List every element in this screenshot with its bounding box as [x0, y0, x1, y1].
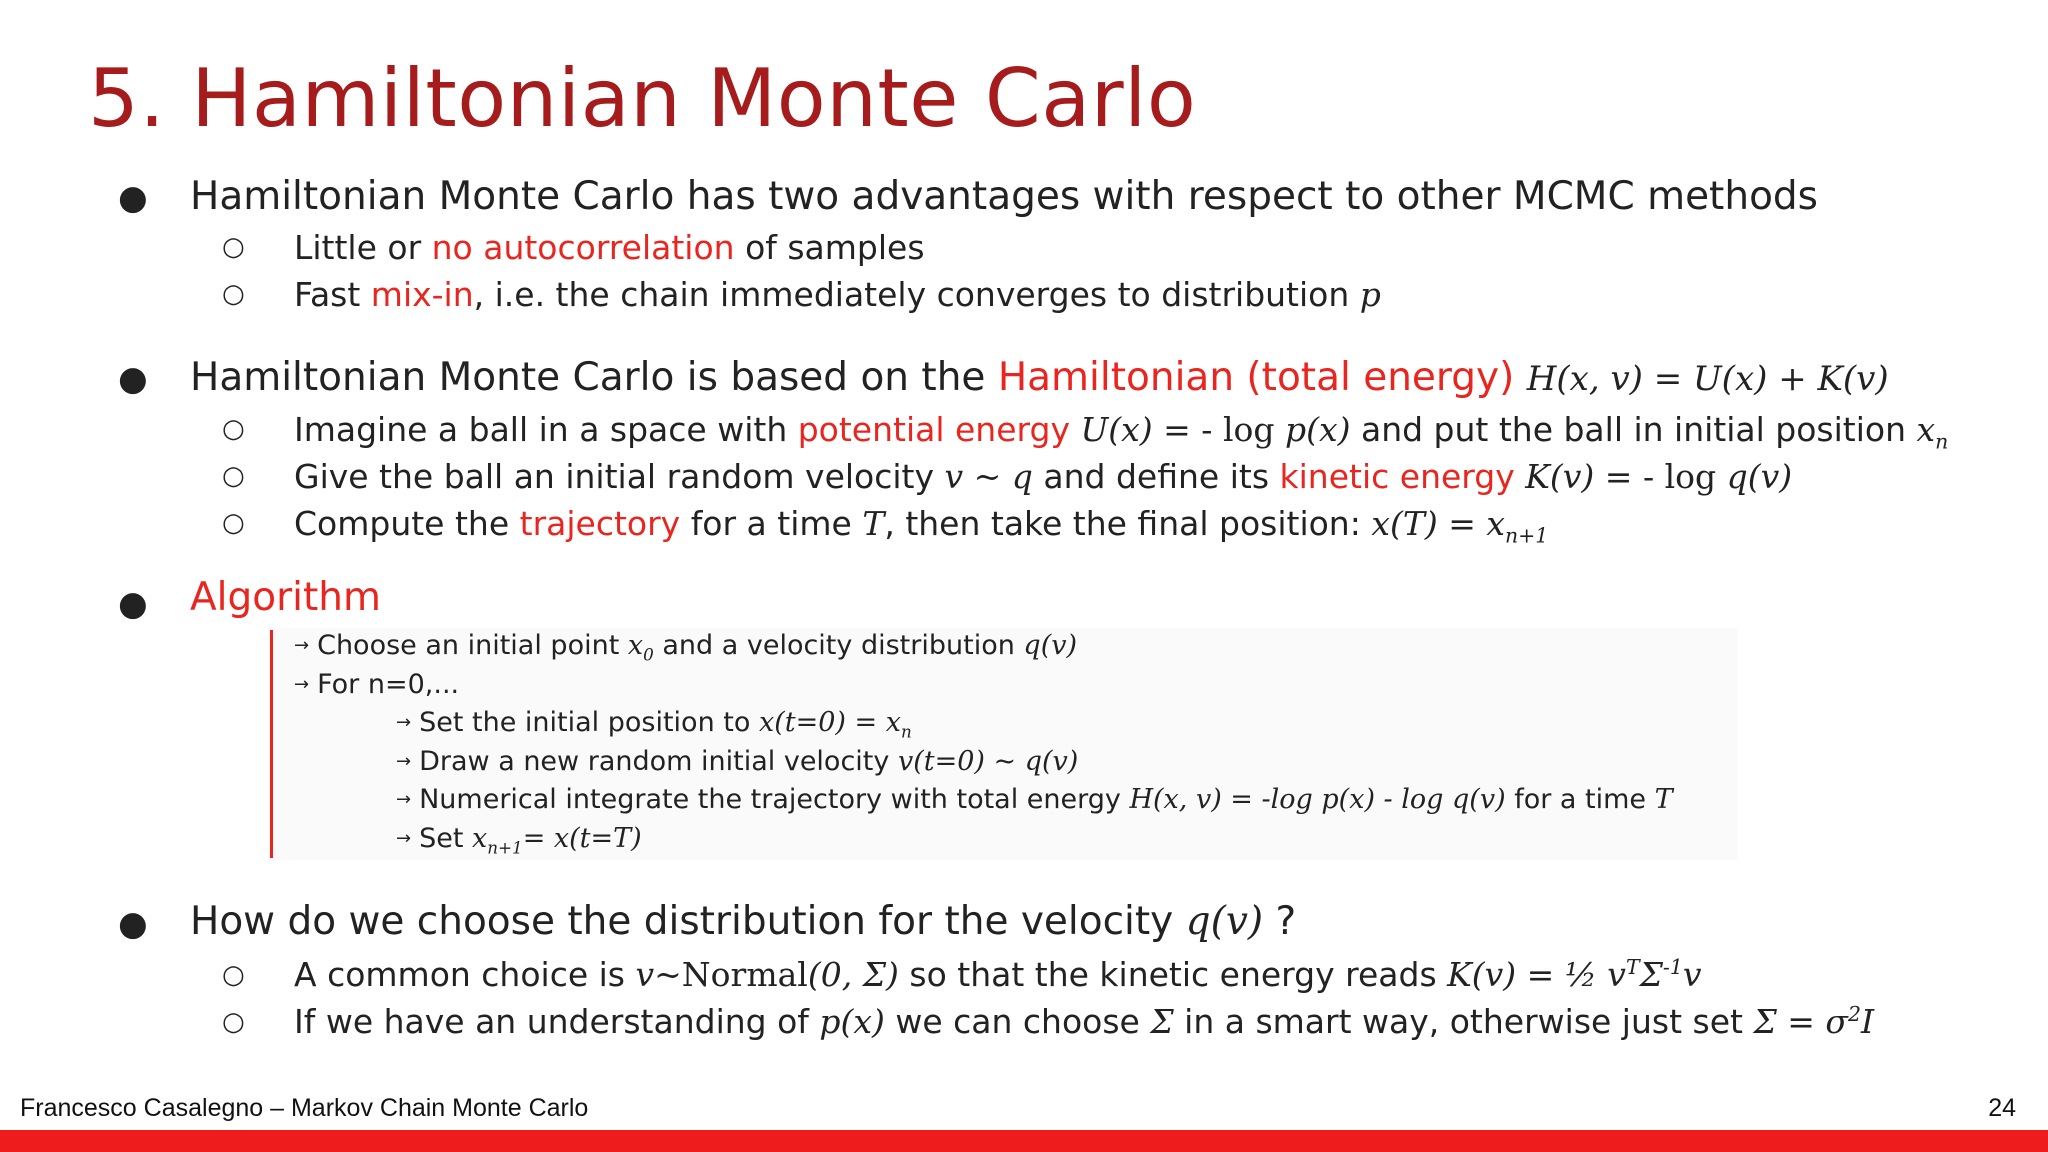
highlight-text: potential energy [797, 410, 1070, 449]
algorithm-step-velocity [396, 746, 1078, 777]
math-expression: v ~ q [944, 457, 1033, 496]
math-expression: I [1860, 1002, 1874, 1041]
highlight-text: no autocorrelation [431, 228, 735, 267]
arrow-icon: → [294, 674, 310, 695]
text: Numerical integrate the trajectory with total energy [419, 784, 1130, 815]
math-expression: x [1916, 410, 1936, 449]
math-expression: K(v) = ½ v [1447, 955, 1626, 994]
bottom-accent-bar [0, 1130, 2048, 1152]
math-expression: p [1359, 275, 1381, 314]
math-expression: v~ [635, 955, 682, 994]
algorithm-step-loop [294, 669, 459, 700]
sub-bullet-potential-energy [294, 410, 1949, 454]
bullet-hamiltonian [190, 355, 1889, 400]
sub-bullet-circle: ○ [222, 508, 245, 538]
text: Imagine a ball in a space with [294, 410, 798, 449]
text: for a time [1505, 784, 1655, 815]
highlight-text: mix-in [370, 275, 474, 314]
algorithm-step-set-next [396, 823, 642, 858]
sub-bullet-common-choice [294, 955, 1702, 994]
bullet-dot: ● [118, 359, 148, 399]
math-subscript: n [900, 721, 912, 742]
text: of samples [734, 228, 925, 267]
text: we can choose [884, 1002, 1151, 1041]
math-expression: q(v) [1185, 899, 1264, 944]
sub-bullet-circle: ○ [222, 1007, 245, 1037]
math-expression: x(t=0) = x [758, 707, 901, 738]
bullet-dot: ● [118, 584, 148, 624]
math-expression: log [1222, 410, 1275, 449]
math-expression: T [1654, 784, 1673, 815]
algorithm-step-init [294, 630, 1078, 665]
sub-bullet-circle: ○ [222, 461, 245, 491]
footer-author: Francesco Casalegno – Markov Chain Monte Carlo [20, 1094, 589, 1122]
math-expression: v [1682, 955, 1702, 994]
math-expression: Σ [1639, 955, 1663, 994]
math-expression: T [862, 504, 885, 543]
sub-bullet-mix-in [294, 275, 1381, 314]
algorithm-step-integrate [396, 784, 1673, 815]
arrow-icon: → [396, 751, 412, 772]
sub-bullet-circle: ○ [222, 232, 245, 262]
text: , i.e. the chain immediately converges to distribution [473, 275, 1360, 314]
math-expression: q(v) [1726, 457, 1793, 496]
math-expression: = - [1594, 457, 1665, 496]
text: If we have an understanding of [294, 1002, 820, 1041]
math-expression: U(x) [1080, 410, 1153, 449]
math-superscript: 2 [1847, 1002, 1861, 1026]
arrow-icon: → [396, 828, 412, 849]
text: Set [419, 823, 473, 854]
text: so that the kinetic energy reads [898, 955, 1448, 994]
text: in a smart way, otherwise just set [1173, 1002, 1754, 1041]
math-expression: Σ [1150, 1002, 1174, 1041]
math-expression: p(x) [1285, 410, 1351, 449]
text: for a time [680, 504, 863, 543]
highlight-text: kinetic energy [1279, 457, 1515, 496]
sub-bullet-autocorrelation [294, 228, 925, 267]
math-expression: x [627, 630, 644, 661]
math-expression: = x(t=T) [522, 823, 642, 854]
math-subscript: n+1 [487, 837, 523, 858]
text: and a velocity distribution [653, 630, 1024, 661]
text: , then take the final position: [884, 504, 1372, 543]
sub-bullet-circle: ○ [222, 960, 245, 990]
text: A common choice is [294, 955, 636, 994]
sub-bullet-smart-sigma [294, 1002, 1874, 1041]
arrow-icon: → [294, 635, 310, 656]
math-expression: x [472, 823, 488, 854]
math-superscript: -1 [1662, 955, 1683, 979]
algorithm-step-set-position [396, 707, 912, 742]
page-number: 24 [1988, 1094, 2016, 1122]
highlight-text: trajectory [519, 504, 681, 543]
text: Fast [294, 275, 371, 314]
highlight-text: Hamiltonian (total energy) [997, 355, 1515, 400]
algorithm-heading: Algorithm [190, 575, 382, 620]
math-expression: Σ = σ [1753, 1002, 1848, 1041]
bullet-velocity-distribution [190, 899, 1296, 944]
math-expression: v(t=0) ~ q(v) [897, 746, 1079, 777]
text: ? [1263, 899, 1297, 944]
math-subscript: n [1935, 429, 1949, 454]
math-expression: K(v) [1525, 457, 1595, 496]
math-expression: x(T) = x [1371, 504, 1505, 543]
sub-bullet-kinetic-energy [294, 457, 1792, 496]
text: Set the initial position to [419, 707, 759, 738]
text: Compute the [294, 504, 520, 543]
slide-title: 5. Hamiltonian Monte Carlo [88, 52, 1197, 145]
sub-bullet-trajectory [294, 504, 1549, 548]
bullet-advantages: Hamiltonian Monte Carlo has two advantages with respect to other MCMC methods [190, 174, 1819, 219]
math-expression: log [1664, 457, 1717, 496]
math-subscript: n+1 [1504, 523, 1549, 548]
math-expression: H(x, v) = U(x) + K(v) [1526, 359, 1889, 399]
math-subscript: 0 [643, 644, 654, 665]
text: Little or [294, 228, 432, 267]
math-superscript: T [1625, 955, 1640, 979]
text: For n=0,... [317, 669, 460, 700]
bullet-dot: ● [118, 904, 148, 944]
math-expression: (0, Σ) [807, 955, 899, 994]
sub-bullet-circle: ○ [222, 414, 245, 444]
text: Draw a new random initial velocity [419, 746, 898, 777]
text: Give the ball an initial random velocity [294, 457, 945, 496]
text: Hamiltonian Monte Carlo is based on the [190, 355, 998, 400]
bullet-dot: ● [118, 178, 148, 218]
math-expression: p(x) [819, 1002, 885, 1041]
math-expression: = - [1152, 410, 1223, 449]
text: How do we choose the distribution for the velocity [190, 899, 1186, 944]
text: Choose an initial point [317, 630, 628, 661]
math-expression: H(x, v) = -log p(x) - log q(v) [1129, 784, 1506, 815]
math-expression: Normal [681, 955, 808, 994]
text: and define its [1032, 457, 1280, 496]
arrow-icon: → [396, 712, 412, 733]
arrow-icon: → [396, 789, 412, 810]
sub-bullet-circle: ○ [222, 279, 245, 309]
math-expression: q(v) [1023, 630, 1078, 661]
text: and put the ball in initial position [1350, 410, 1917, 449]
algorithm-left-rule [270, 630, 273, 858]
